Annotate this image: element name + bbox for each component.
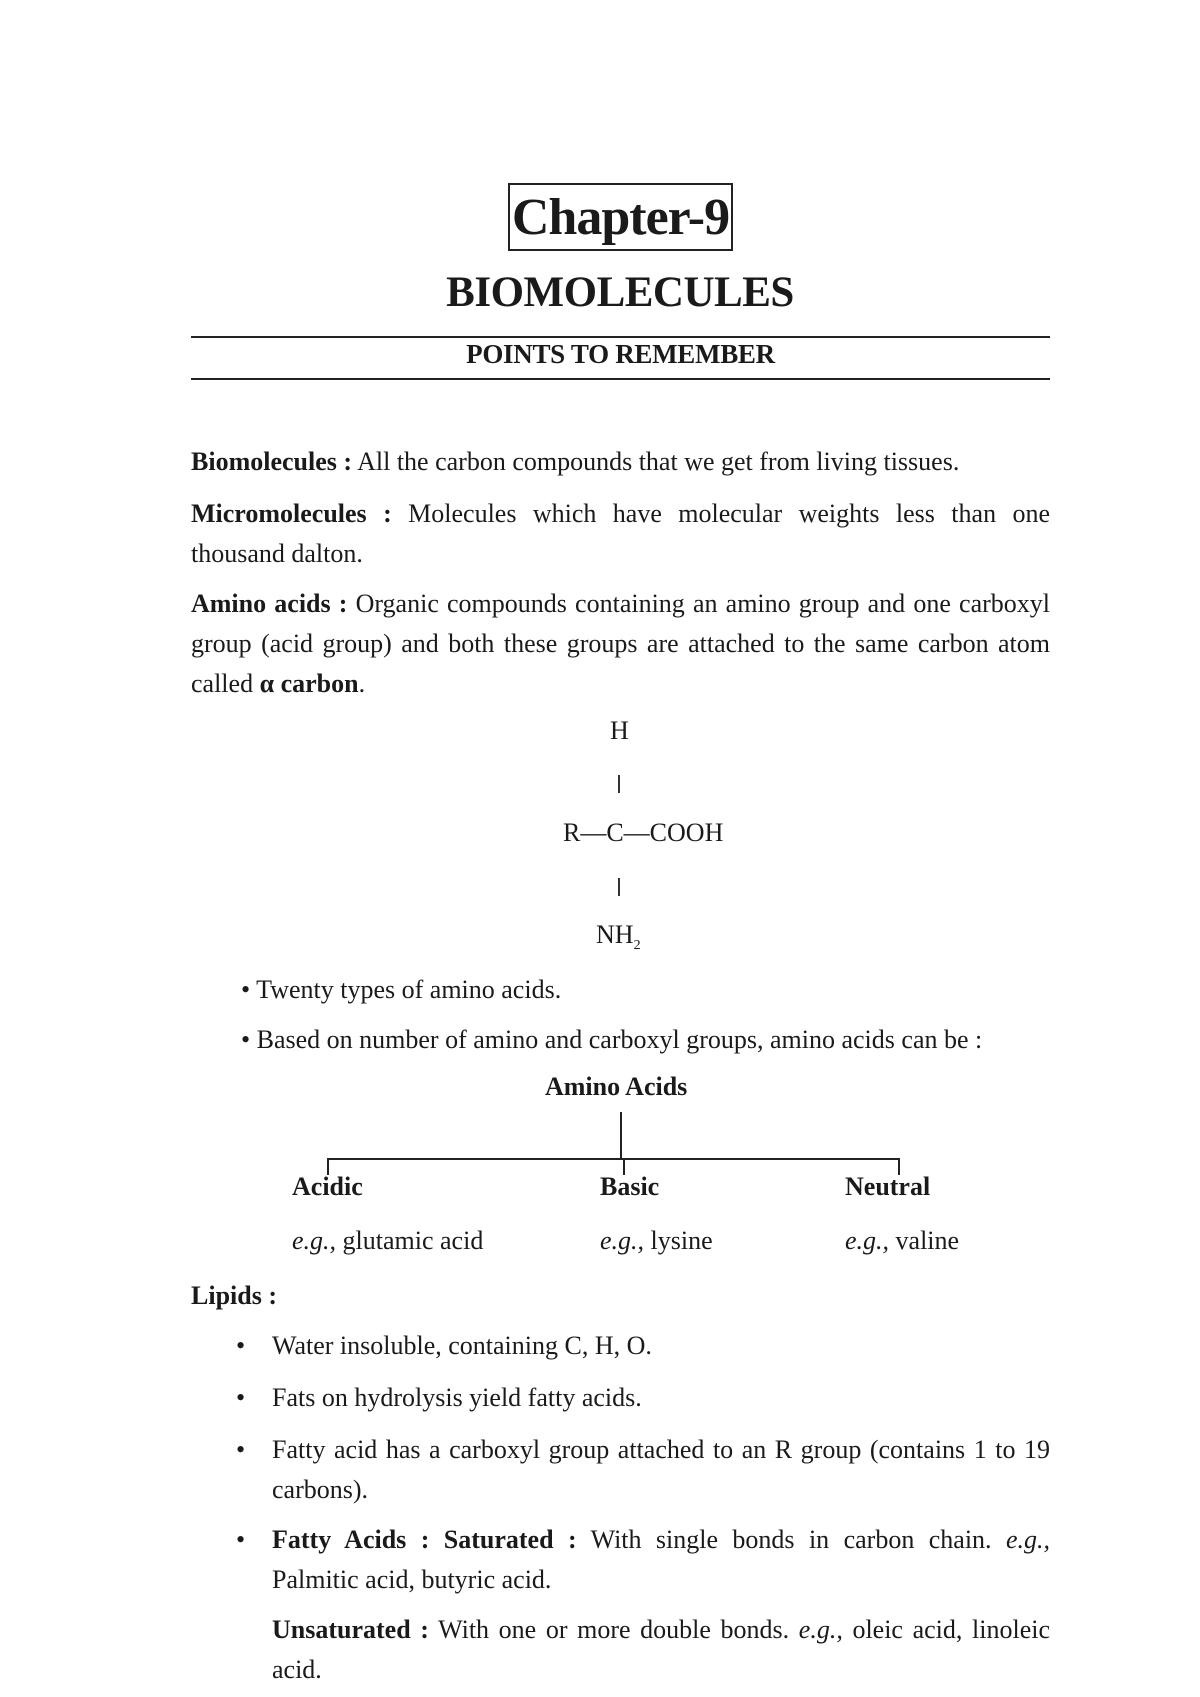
text-biomolecules: All the carbon compounds that we get from living tissues. [352,447,960,476]
amino-bullet-1: • Twenty types of amino acids. [241,975,562,1004]
top-rule [191,336,1050,338]
example-text: glutamic acid [336,1226,484,1255]
lipid-item-2: Fats on hydrolysis yield fatty acids. [272,1383,642,1412]
formula-middle: R—C—COOH [563,818,724,847]
lipid-item-unsaturated [272,1610,1050,1690]
bullet-dot: • [236,1331,246,1360]
eg-prefix: e.g., [798,1615,843,1644]
period: . [358,669,366,698]
formula-nh2 [596,920,641,954]
text-saturated: With single bonds in carbon chain. [576,1525,1006,1554]
eg-prefix: e.g., [600,1226,645,1255]
text-amino-acids: Organic compounds containing an amino group and one carboxyl group (acid group) and both these groups are attached to the same carbon atom called [191,589,1050,698]
definition-biomolecules [191,442,1050,482]
term-unsaturated: Unsaturated : [272,1615,429,1644]
tree-example-neutral [845,1226,959,1256]
page-title: BIOMOLECULES [446,269,794,316]
lipid-item-3: Fatty acid has a carboxyl group attached to an R group (contains 1 to 19 carbons). [272,1435,1050,1504]
eg-prefix: e.g., [845,1226,890,1255]
chapter-heading: Chapter-9 [508,183,733,251]
tree-label-neutral: Neutral [845,1172,931,1201]
formula-subscript: 2 [633,938,641,954]
amino-bullet-2: • Based on number of amino and carboxyl groups, amino acids can be : [241,1025,983,1054]
formula-h: H [610,716,629,745]
eg-prefix: e.g., [1005,1525,1051,1554]
lipid-item-fatty-acids [272,1520,1050,1600]
example-text: valine [889,1226,960,1255]
bullet-dot: • [236,1383,246,1412]
term-micromolecules: Micromolecules : [191,499,392,528]
formula-bond-top [618,775,620,793]
example-text: lysine [644,1226,713,1255]
tree-branch-bar [327,1158,900,1160]
text-micromolecules: Molecules which have molecular weights less than one thousand dalton. [191,499,1051,568]
eg-prefix: e.g., [292,1226,337,1255]
term-saturated: Saturated : [443,1525,577,1554]
term-fatty-acids: Fatty Acids : [272,1525,430,1554]
text-unsaturated: With one or more double bonds. [428,1615,799,1644]
tree-example-acidic [292,1226,483,1256]
unsaturated-examples: oleic acid, linoleic acid. [272,1615,1050,1684]
bullet-dot: • [236,1435,246,1464]
lipid-item-1: Water insoluble, containing C, H, O. [272,1331,652,1360]
formula-nh: NH [596,920,634,949]
definition-micromolecules [191,494,1050,574]
tree-root-connector [620,1112,622,1160]
tree-root: Amino Acids [545,1072,688,1101]
bullet-dot: • [236,1525,246,1554]
section-subtitle: POINTS TO REMEMBER [466,339,775,369]
alpha-carbon: α carbon [259,669,359,698]
term-amino-acids: Amino acids : [191,589,348,618]
lipids-heading: Lipids : [191,1281,277,1310]
saturated-examples: Palmitic acid, butyric acid. [272,1565,552,1594]
tree-example-basic [600,1226,713,1256]
tree-label-basic: Basic [600,1172,660,1201]
formula-bond-bottom [618,878,620,896]
term-biomolecules: Biomolecules : [191,447,353,476]
definition-amino-acids [191,584,1050,704]
tree-label-acidic: Acidic [292,1172,363,1201]
bottom-rule [191,378,1050,380]
